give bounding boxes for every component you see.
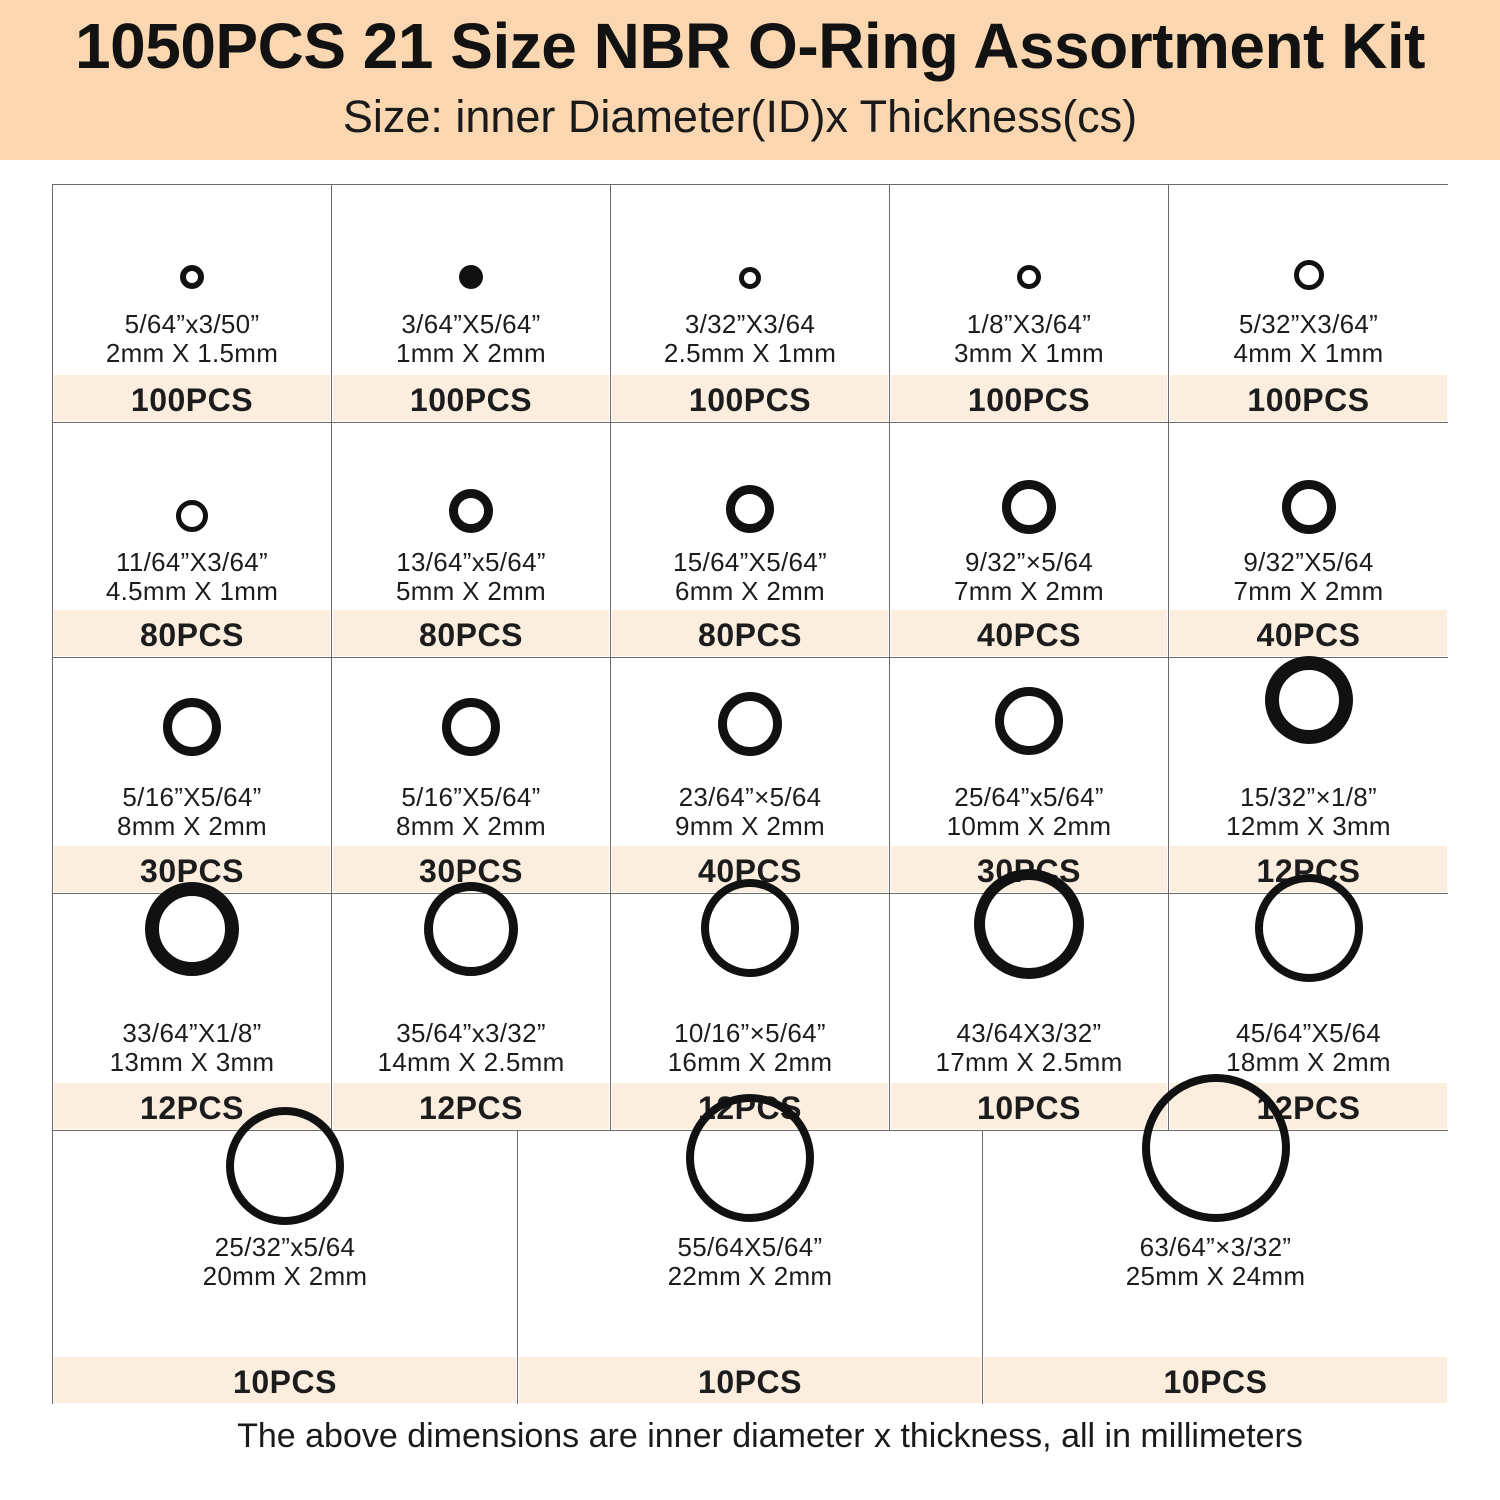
o-ring-cell bbox=[611, 185, 890, 423]
size-inch-label: 45/64”X5/64 bbox=[1236, 1018, 1381, 1048]
quantity-label: 12PCS bbox=[140, 1090, 244, 1126]
o-ring-image bbox=[983, 1074, 1448, 1222]
o-ring-image bbox=[53, 1107, 517, 1225]
o-ring-cell bbox=[53, 185, 332, 423]
o-ring-cell bbox=[53, 423, 332, 658]
size-mm-label: 16mm X 2mm bbox=[667, 1047, 833, 1077]
o-ring-icon bbox=[176, 500, 208, 532]
o-ring-image bbox=[332, 698, 610, 756]
quantity-label: 100PCS bbox=[688, 382, 812, 418]
o-ring-icon bbox=[701, 879, 799, 977]
o-ring-image bbox=[1169, 480, 1448, 534]
quantity-label: 10PCS bbox=[1163, 1364, 1268, 1400]
size-mm-label: 13mm X 3mm bbox=[109, 1047, 275, 1077]
o-ring-icon bbox=[1294, 260, 1324, 290]
o-ring-cell bbox=[53, 1131, 518, 1404]
size-mm-label: 1mm X 2mm bbox=[395, 338, 547, 368]
size-inch-label: 3/32”X3/64 bbox=[684, 309, 816, 339]
size-mm-label: 7mm X 2mm bbox=[1233, 576, 1384, 606]
quantity-label: 10PCS bbox=[698, 1364, 802, 1400]
o-ring-cell bbox=[890, 185, 1169, 423]
quantity-label: 12PCS bbox=[419, 1090, 523, 1126]
o-ring-icon bbox=[995, 687, 1063, 755]
o-ring-icon bbox=[424, 882, 518, 976]
o-ring-image bbox=[518, 1094, 982, 1222]
o-ring-icon bbox=[1255, 874, 1363, 982]
o-ring-cell bbox=[611, 423, 890, 658]
o-ring-cell bbox=[332, 658, 611, 894]
size-mm-label: 14mm X 2.5mm bbox=[377, 1047, 565, 1077]
size-inch-label: 33/64”X1/8” bbox=[122, 1018, 262, 1048]
size-mm-label: 2mm X 1.5mm bbox=[105, 338, 279, 368]
size-mm-label: 8mm X 2mm bbox=[395, 811, 547, 841]
o-ring-cell bbox=[1169, 185, 1448, 423]
size-mm-label: 2.5mm X 1mm bbox=[663, 338, 837, 368]
o-ring-image bbox=[611, 692, 889, 756]
o-ring-icon bbox=[180, 265, 204, 289]
o-ring-icon bbox=[1017, 265, 1041, 289]
o-ring-icon bbox=[145, 882, 239, 976]
o-ring-icon bbox=[226, 1107, 344, 1225]
quantity-label: 12PCS bbox=[1256, 1090, 1361, 1126]
size-mm-label: 22mm X 2mm bbox=[667, 1261, 833, 1291]
size-mm-label: 18mm X 2mm bbox=[1226, 1047, 1391, 1077]
size-inch-label: 43/64X3/32” bbox=[956, 1018, 1102, 1048]
o-ring-icon bbox=[739, 267, 761, 289]
o-ring-cell bbox=[332, 185, 611, 423]
size-mm-label: 7mm X 2mm bbox=[953, 576, 1105, 606]
o-ring-cell bbox=[890, 423, 1169, 658]
o-ring-cell bbox=[1169, 658, 1448, 894]
quantity-label: 10PCS bbox=[233, 1364, 337, 1400]
o-ring-icon bbox=[1002, 480, 1056, 534]
size-mm-label: 12mm X 3mm bbox=[1226, 811, 1391, 841]
page-subtitle: Size: inner Diameter(ID)x Thickness(cs) bbox=[342, 91, 1138, 142]
o-ring-size-grid bbox=[52, 184, 1448, 1404]
size-inch-label: 5/16”X5/64” bbox=[122, 782, 262, 812]
o-ring-image bbox=[1169, 260, 1448, 290]
o-ring-cell bbox=[983, 1131, 1448, 1404]
size-inch-label: 13/64”x5/64” bbox=[396, 547, 546, 577]
o-ring-image bbox=[53, 698, 331, 756]
o-ring-icon bbox=[163, 698, 221, 756]
quantity-label: 30PCS bbox=[977, 853, 1081, 889]
size-mm-label: 10mm X 2mm bbox=[946, 811, 1112, 841]
size-inch-label: 5/32”X3/64” bbox=[1238, 309, 1379, 339]
size-mm-label: 25mm X 24mm bbox=[1125, 1261, 1306, 1291]
size-inch-label: 1/8”X3/64” bbox=[966, 309, 1092, 339]
o-ring-cell bbox=[53, 658, 332, 894]
o-ring-cell bbox=[53, 894, 332, 1131]
o-ring-cell bbox=[332, 423, 611, 658]
o-ring-image bbox=[1169, 874, 1448, 982]
footer-note: The above dimensions are inner diameter x thickness, all in millimeters bbox=[237, 1417, 1303, 1455]
o-ring-image bbox=[890, 265, 1168, 289]
size-inch-label: 9/32”X5/64 bbox=[1243, 547, 1374, 577]
page-title: 1050PCS 21 Size NBR O-Ring Assortment Kit bbox=[75, 10, 1425, 82]
o-ring-icon bbox=[1265, 656, 1353, 744]
o-ring-cell bbox=[890, 658, 1169, 894]
o-ring-icon bbox=[726, 485, 774, 533]
size-inch-label: 55/64X5/64” bbox=[677, 1232, 823, 1262]
quantity-label: 40PCS bbox=[977, 617, 1081, 653]
quantity-label: 80PCS bbox=[698, 617, 802, 653]
size-inch-label: 3/64”X5/64” bbox=[401, 309, 541, 339]
size-inch-label: 25/64”x5/64” bbox=[954, 782, 1104, 812]
o-ring-image bbox=[332, 489, 610, 533]
size-mm-label: 3mm X 1mm bbox=[953, 338, 1105, 368]
size-mm-label: 4mm X 1mm bbox=[1233, 338, 1384, 368]
header-banner bbox=[0, 0, 1500, 160]
size-inch-label: 23/64”×5/64 bbox=[678, 782, 822, 812]
quantity-label: 30PCS bbox=[140, 853, 244, 889]
quantity-label: 12PCS bbox=[1256, 853, 1361, 889]
quantity-label: 40PCS bbox=[698, 853, 802, 889]
o-ring-image bbox=[890, 687, 1168, 755]
quantity-label: 100PCS bbox=[967, 382, 1091, 418]
o-ring-icon bbox=[974, 869, 1084, 979]
o-ring-icon bbox=[459, 265, 483, 289]
o-ring-icon bbox=[442, 698, 500, 756]
quantity-label: 80PCS bbox=[419, 617, 523, 653]
size-inch-label: 35/64”x3/32” bbox=[396, 1018, 546, 1048]
o-ring-icon bbox=[686, 1094, 814, 1222]
size-inch-label: 25/32”x5/64 bbox=[214, 1232, 356, 1262]
size-mm-label: 17mm X 2.5mm bbox=[935, 1047, 1123, 1077]
quantity-label: 100PCS bbox=[130, 382, 254, 418]
quantity-label: 12PCS bbox=[698, 1090, 802, 1126]
size-mm-label: 9mm X 2mm bbox=[674, 811, 826, 841]
o-ring-icon bbox=[449, 489, 493, 533]
o-ring-image bbox=[332, 265, 610, 289]
o-ring-cell bbox=[1169, 423, 1448, 658]
size-inch-label: 5/64”x3/50” bbox=[124, 309, 260, 339]
size-inch-label: 15/64”X5/64” bbox=[673, 547, 827, 577]
o-ring-cell bbox=[611, 658, 890, 894]
o-ring-image bbox=[53, 265, 331, 289]
quantity-label: 100PCS bbox=[1247, 382, 1370, 418]
o-ring-image bbox=[890, 480, 1168, 534]
size-mm-label: 5mm X 2mm bbox=[395, 576, 547, 606]
size-mm-label: 6mm X 2mm bbox=[674, 576, 826, 606]
quantity-label: 100PCS bbox=[409, 382, 533, 418]
size-mm-label: 4.5mm X 1mm bbox=[105, 576, 279, 606]
size-inch-label: 5/16”X5/64” bbox=[401, 782, 541, 812]
quantity-label: 10PCS bbox=[977, 1090, 1081, 1126]
quantity-label: 30PCS bbox=[419, 853, 523, 889]
o-ring-image bbox=[611, 267, 889, 289]
size-inch-label: 15/32”×1/8” bbox=[1239, 782, 1377, 812]
o-ring-icon bbox=[1142, 1074, 1290, 1222]
o-ring-image bbox=[890, 869, 1168, 979]
size-mm-label: 20mm X 2mm bbox=[202, 1261, 368, 1291]
size-inch-label: 10/16”×5/64” bbox=[674, 1018, 826, 1048]
o-ring-image bbox=[332, 882, 610, 976]
size-inch-label: 9/32”×5/64 bbox=[964, 547, 1094, 577]
o-ring-icon bbox=[718, 692, 782, 756]
o-ring-icon bbox=[1282, 480, 1336, 534]
o-ring-image bbox=[1169, 656, 1448, 744]
quantity-label: 80PCS bbox=[140, 617, 244, 653]
o-ring-image bbox=[611, 879, 889, 977]
size-inch-label: 11/64”X3/64” bbox=[116, 547, 268, 577]
o-ring-image bbox=[53, 882, 331, 976]
o-ring-cell bbox=[518, 1131, 983, 1404]
o-ring-image bbox=[611, 485, 889, 533]
size-inch-label: 63/64”×3/32” bbox=[1139, 1232, 1292, 1262]
quantity-label: 40PCS bbox=[1256, 617, 1361, 653]
o-ring-image bbox=[53, 500, 331, 532]
size-mm-label: 8mm X 2mm bbox=[116, 811, 268, 841]
